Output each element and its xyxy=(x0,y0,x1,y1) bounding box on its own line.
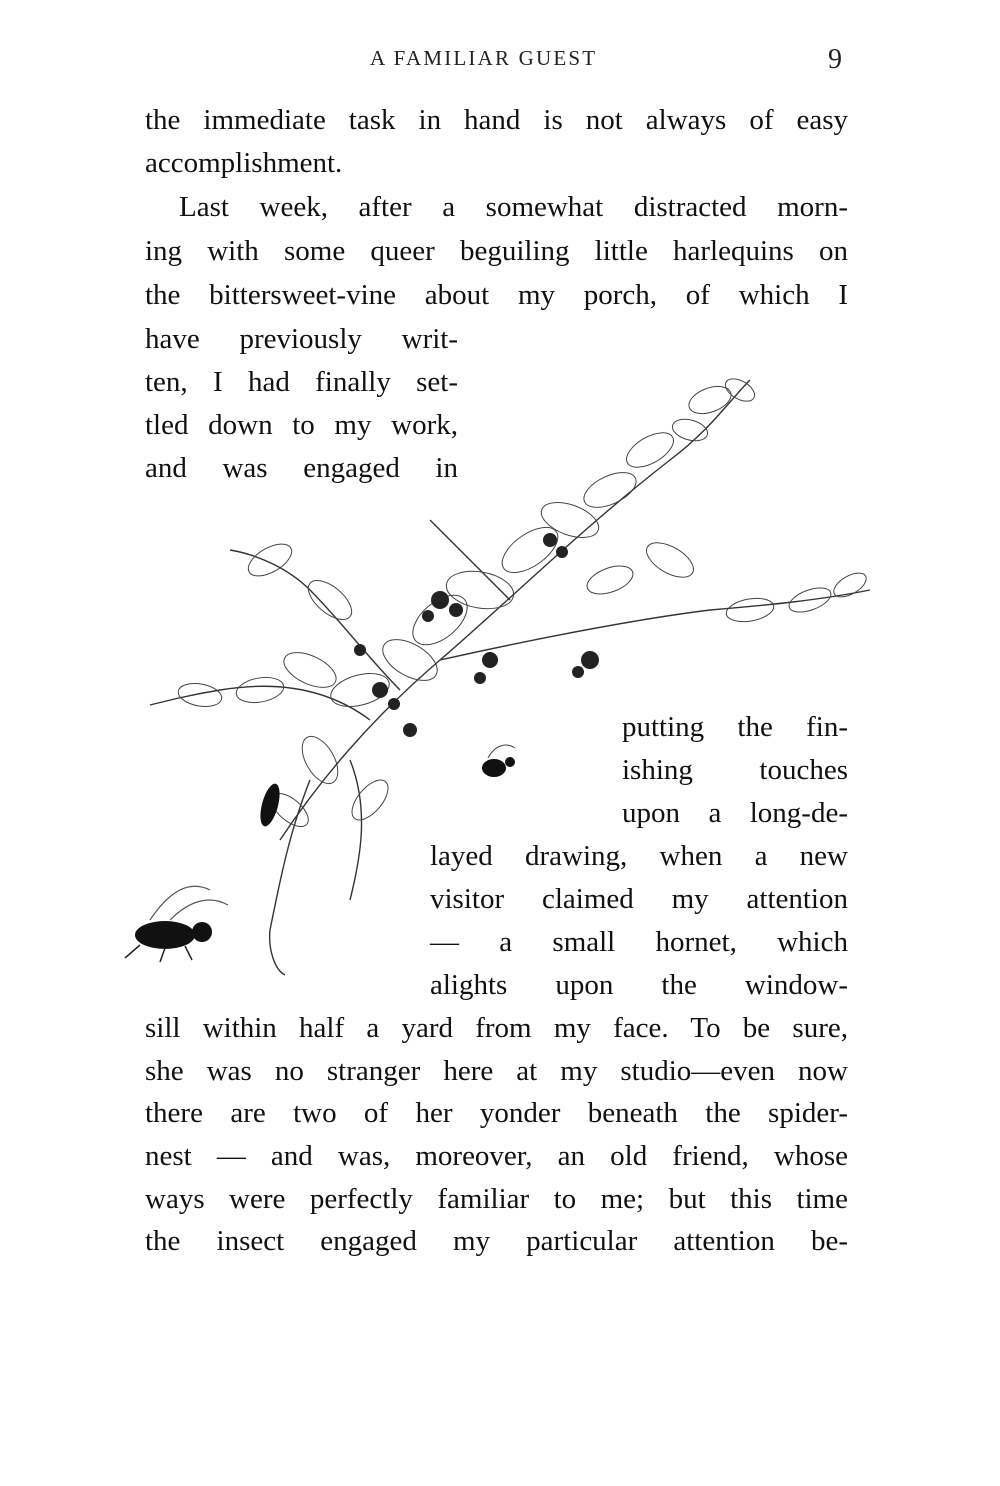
text-line: putting the fin- xyxy=(622,711,848,743)
text-line: Last week, after a somewhat distracted morn- xyxy=(179,191,848,223)
running-title: A FAMILIAR GUEST xyxy=(370,46,598,70)
text-line: upon a long-de- xyxy=(622,797,848,829)
text-line: visitor claimed my attention xyxy=(430,883,848,915)
running-head xyxy=(0,46,1000,78)
hornet-on-stem-icon xyxy=(257,782,284,829)
text-line: have previously writ- xyxy=(145,323,458,355)
text-line: ten, I had finally set- xyxy=(145,366,458,398)
text-line: sill within half a yard from my face. To be sure, xyxy=(145,1012,848,1044)
text-line: alights upon the window- xyxy=(430,969,848,1001)
text-line: — a small hornet, which xyxy=(430,926,848,958)
text-line: layed drawing, when a new xyxy=(430,840,848,872)
bittersweet-vine-with-hornets-illustration xyxy=(110,360,890,980)
text-line: ishing touches xyxy=(622,754,848,786)
vine-leaves-icon xyxy=(176,374,870,832)
page-number: 9 xyxy=(828,44,842,75)
text-line: she was no stranger here at my studio—even now xyxy=(145,1055,848,1087)
text-line: nest — and was, moreover, an old friend, whose xyxy=(145,1140,848,1172)
text-line: and was engaged in xyxy=(145,452,458,484)
text-line: accomplishment. xyxy=(145,147,343,179)
text-line: tled down to my work, xyxy=(145,409,458,441)
text-line: ways were perfectly familiar to me; but this time xyxy=(145,1183,848,1215)
text-line: the insect engaged my particular attention be- xyxy=(145,1225,848,1257)
text-line: ing with some queer beguiling little harlequins on xyxy=(145,235,848,267)
small-hornet-icon xyxy=(482,745,515,777)
vine-stems-icon xyxy=(150,380,870,975)
text-line: there are two of her yonder beneath the spider- xyxy=(145,1097,848,1129)
text-line: the bittersweet-vine about my porch, of which I xyxy=(145,279,848,311)
text-line: the immediate task in hand is not always of easy xyxy=(145,104,848,136)
hornet-icon xyxy=(125,886,228,962)
